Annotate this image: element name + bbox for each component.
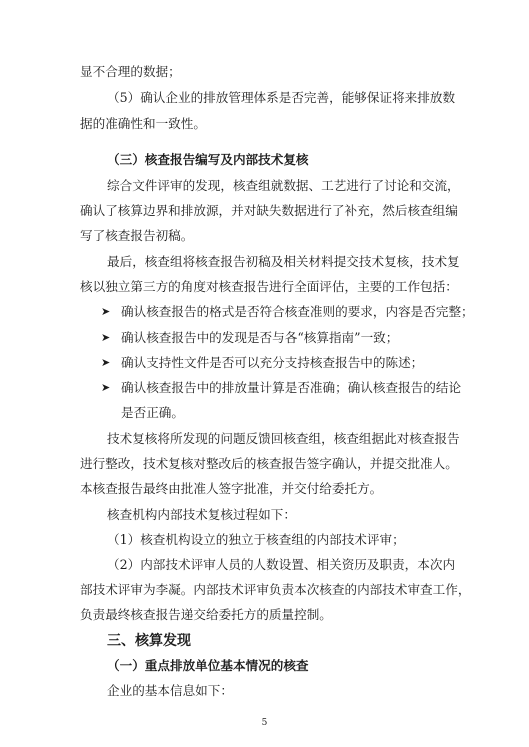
text-line: 技术复核将所发现的问题反馈回核查组，核查组据此对核查报告 (107, 431, 460, 446)
bullet-item: 确认支持性文件是否可以充分支持核查报告中的陈述； (121, 355, 424, 370)
section-heading: （一）重点排放单位基本情况的核查 (107, 658, 309, 673)
text-line: 本核查报告最终由批准人签字批准，并交付给委托方。 (80, 481, 383, 496)
text-line: 企业的基本信息如下： (107, 683, 233, 698)
text-line: 负责最终核查报告递交给委托方的质量控制。 (80, 607, 332, 622)
page-number: 5 (261, 718, 268, 728)
bullet-arrow-icon: ➤ (101, 331, 111, 344)
bullet-item: 确认核查报告中的发现是否与各“核算指南”一致； (121, 330, 399, 345)
text-line: 确认了核算边界和排放源，并对缺失数据进行了补充，然后核查组编 (80, 203, 458, 218)
bullet-arrow-icon: ➤ (101, 305, 111, 318)
bullet-arrow-icon: ➤ (101, 356, 111, 369)
text-line: （2）内部技术评审人员的人数设置、相关资历及职责，本次内 (107, 557, 456, 572)
text-line: 进行整改，技术复核对整改后的核查报告签字确认，并提交批准人。 (80, 456, 458, 471)
text-line: （1）核查机构设立的独立于核查组的内部技术评审； (107, 532, 405, 547)
text-line: 综合文件评审的发现，核查组就数据、工艺进行了讨论和交流， (107, 178, 460, 193)
bullet-item: 确认核查报告的格式是否符合核查准则的要求，内容是否完整； (121, 304, 474, 319)
text-line: 最后，核查组将核查报告初稿及相关材料提交技术复核，技术复 (107, 254, 460, 269)
text-line: 写了核查报告初稿。 (80, 228, 194, 243)
bullet-item: 确认核查报告中的排放量计算是否准确；确认核查报告的结论 (121, 380, 462, 395)
bullet-item-continued: 是否正确。 (121, 405, 184, 420)
chapter-heading: 三、核算发现 (107, 633, 191, 649)
text-line: （5）确认企业的排放管理体系是否完善，能够保证将来排放数 (107, 90, 456, 105)
text-line: 显不合理的数据； (80, 64, 181, 79)
bullet-arrow-icon: ➤ (101, 381, 111, 394)
section-heading: （三）核查报告编写及内部技术复核 (107, 152, 309, 167)
text-line: 部技术评审为李凝。内部技术评审负责本次核查的内部技术审查工作， (80, 582, 471, 597)
text-line: 据的准确性和一致性。 (80, 116, 206, 131)
text-line: 核以独立第三方的角度对核查报告进行全面评估，主要的工作包括： (80, 279, 458, 294)
text-line: 核查机构内部技术复核过程如下： (107, 507, 296, 522)
